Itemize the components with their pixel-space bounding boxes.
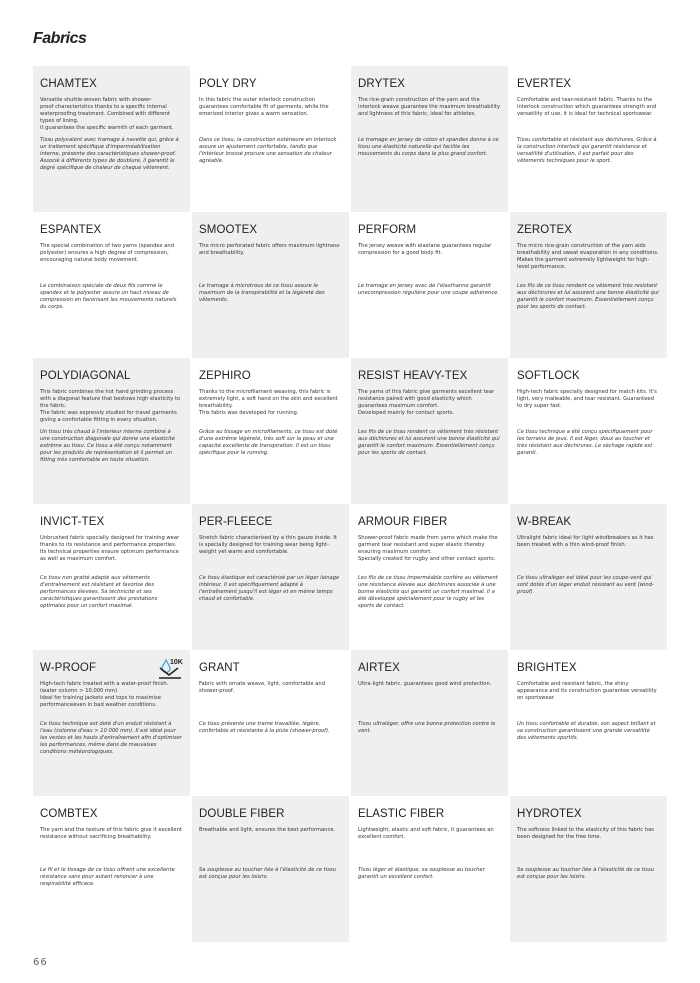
fabric-description-fr: Tissu léger et élastique, sa souplesse au toucher garantit un excellent confort. [358, 867, 485, 880]
icon-label: 10K [170, 659, 183, 666]
fabric-description-fr: Ce tissu non gratté adapté aux vêtements d'entraînement est résistant et favorise des performances élevées. Sa technicité et ses caractéristiques garantissent des prestations optimales pour un confort maximal. [40, 575, 158, 609]
fabric-description-fr: Ce tissu présente une trame travaillée, légère, confortable et résistante à la pluie (shower-proof). [199, 721, 330, 734]
fabric-description-en: The yarn and the texture of this fabric give it excellent resistance without sacrificing breathability. [40, 827, 182, 840]
fabric-description-fr: Les fils de ce tissu rendent ce vêtement très resistant aux déchirures et lui assurent une bonne élasticité qui garantit le confort maximum. Essentiellement conçu pour les sports de contact. [517, 283, 659, 310]
fabric-card-perform [351, 212, 508, 358]
fabric-description-en: In this fabric the outer interlock construction guarantees comfortable fit of garments, while the emerized interior gives a warm sensation. [199, 97, 329, 117]
fabric-description-fr: Grâce au tissage en microfilaments, ce tissu est doté d'une extrême légèreté, très soft sur la peau et une capacité excellente de transpiration. Il est un tissu spécifique pour le running. [199, 429, 338, 456]
fabric-description-en: This fabric combines the hot hand grinding process with a diagonal feature that bestows high elasticity to the fabric. The fabric was expressly studied for travel garments giving a confortable fitting in every situation. [40, 389, 181, 423]
fabric-name: PERFORM [358, 224, 417, 236]
fabric-description-en: Shower-proof fabric made from yarns which make the garment tear resistant and super elastic thereby ensuring maximum comfort. Specially created for rugby and other contact sports. [358, 535, 498, 562]
fabric-card-combtex [33, 796, 190, 942]
fabric-name: DOUBLE FIBER [199, 808, 285, 820]
fabric-description-fr: Un tissu très chaud à l'interieur interne combiné à une construction diagonale qui donne une elasticité extrême au tissu. Ce tissu a été conçu notamment pour les produits de représentation et il permet un fitting très comfortable en toute situation. [40, 429, 175, 463]
fabric-name: POLYDIAGONAL [40, 370, 131, 382]
fabric-card-zephiro [192, 358, 349, 504]
fabric-name: ESPANTEX [40, 224, 102, 236]
fabric-name: PER-FLEECE [199, 516, 273, 528]
fabric-card-espantex [33, 212, 190, 358]
fabric-name: CHAMTEX [40, 78, 97, 90]
fabric-description-fr: Un tissu confortable et durable, son aspect brillant et sa construction garantissent une grande versatilité des vêtements sportifs. [517, 721, 656, 741]
fabric-description-en: Comfortable and resistant fabric, the shiny appearance and its construction guarantee versatility on sportswear. [517, 681, 657, 701]
page-number: 66 [33, 957, 48, 968]
fabric-description-en: The micro rice-grain construction of the yarn aids breathability and sweat evaporation in any conditions. Makes the garment extremely lightweight for high-level performance. [517, 243, 659, 270]
fabric-name: DRYTEX [358, 78, 406, 90]
fabric-description-en: Breathable and light, ensures the best performance. [199, 827, 336, 833]
fabric-description-en: The special combination of two yarns (spandex and polyester) ensures a high degree of compression, encouraging natural body movement. [40, 243, 174, 263]
fabric-card-w-break [510, 504, 667, 650]
fabric-description-fr: Les fils de ce tissu rendent ce vêtement très résistant aux déchirures et lui assurent une bonne élasticité qui garantit le confort maximum. Essentiellement conçu pour les sports de contact. [358, 429, 500, 456]
fabric-description-fr: Tissu polyvalent avec tramage à navette qui, grâce à un traitement spécifique d'imperméabilisation interne, présente des caractéristiques shower-proof. Associé à différents types de doublure, il garantit le degré spécifique de chaleur de chaque vêtement. [40, 137, 179, 171]
fabric-name: W-PROOF [40, 662, 97, 674]
fabric-description-fr: Ce tissu technique a été conçu spécifiquement pour les terrains de jeux. Il est léger, doux au toucher et très résistant aux déchirures. Le séchage rapide est garanti. [517, 429, 653, 456]
fabric-card-chamtex [33, 66, 190, 212]
fabric-description-en: Comfortable and tear-resistant fabric. Thanks to the interlock construction which guarantees strength and versatility of use, it is ideal for technical sportswear. [517, 97, 657, 117]
fabric-name: W-BREAK [517, 516, 572, 528]
fabric-name: SOFTLOCK [517, 370, 580, 382]
fabric-description-en: The rice-grain construction of the yarn and the interlock weave guarantee the maximum breathability and lightness of this fabric, ideal for athletes. [358, 97, 501, 117]
fabric-description-fr: Ce tissu élastique est caractérisé par un léger lainage intérieur. Il est spécifiquement adapté à l'entraînement jusqu'il est léger et en même temps chaud et confortable. [199, 575, 340, 602]
fabric-description-en: The micro perforated fabric offers maximum lightness and breathability. [199, 243, 340, 256]
fabric-card-evertex [510, 66, 667, 212]
fabric-description-fr: Ce tissu technique est doté d'un enduit résistant à l'eau (colonne d'eau > 10 000 mm). Il est idéal pour les vestes et les hauts d'entraînement afin d'optimiser les performances, même dans de mauvaises conditions météorologiques. [40, 721, 182, 755]
fabric-card-invict-tex [33, 504, 190, 650]
fabric-name: GRANT [199, 662, 240, 674]
fabric-description-en: Fabric with ornate weave, light, comfortable and shower-proof. [199, 681, 325, 694]
fabric-name: AIRTEX [358, 662, 400, 674]
fabric-description-en: Stretch fabric characterised by a thin gauze inside. It is specially designed for training wear being light-weight yet warm and comfortable. [199, 535, 337, 555]
fabric-description-en: Unbrushed fabric specially designed for training wear thanks to its resistance and performance properties. Its technical properties ensure optimum performance as well as maximum comfort. [40, 535, 180, 562]
waterproof-10k-icon [156, 656, 184, 680]
fabric-card-w-proof [33, 650, 190, 796]
fabric-name: RESIST HEAVY-TEX [358, 370, 468, 382]
fabric-description-fr: Le tramage à microtrous de ce tissu assure le maximum de la transpirabilité et la légèreté des vêtements. [199, 283, 325, 303]
fabric-description-en: The softness linked to the elasticity of this fabric has been designed for the free time. [517, 827, 654, 840]
fabric-description-en: Ultralight fabric ideal for light windbreakers as it has been treated with a thin wind-proof finish. [517, 535, 654, 548]
fabric-description-en: The jersey weave with elastane guarantees regular compression for a good body fit. [358, 243, 492, 256]
fabric-card-per-fleece [192, 504, 349, 650]
fabric-card-smootex [192, 212, 349, 358]
fabric-card-brightex [510, 650, 667, 796]
fabric-card-polydiagonal [33, 358, 190, 504]
fabric-description-en: Lightweight, elastic and soft fabric, it guarantees an excellent comfort. [358, 827, 494, 840]
fabric-name: ZEROTEX [517, 224, 573, 236]
fabric-card-poly-dry [192, 66, 349, 212]
fabric-card-hydrotex [510, 796, 667, 942]
fabric-description-en: Ultra-light fabric, guarantees good wind protection. [358, 681, 492, 687]
fabric-card-double-fiber [192, 796, 349, 942]
fabric-name: ELASTIC FIBER [358, 808, 445, 820]
fabric-card-resist-heavy-tex [351, 358, 508, 504]
fabrics-grid [33, 66, 667, 942]
fabric-description-fr: Dans ce tissu, la construction extérieure en interlock assure un ajustement confortable, tandis que l'intérieur brossé procure une sensation de chaleur agréable. [199, 137, 337, 164]
fabric-name: ZEPHIRO [199, 370, 251, 382]
fabric-description-fr: La combinaison spéciale de deux fils comme le spandex et le polyester assure un haut niveau de compression en favorisant les mouvements naturels du corps. [40, 283, 177, 310]
fabric-description-en: Versatile shuttle-woven fabric with shower- proof characteristics thanks to a specific internal waterproofing treatment. Combined with different types of lining, it guarantees the specific warmth of each garment. [40, 97, 174, 131]
fabric-description-fr: Ce tissu ultraléger est idéal pour les coupe-vent qui sont dotés d'un léger enduit résistant au vent (wind-proof). [517, 575, 654, 595]
fabric-description-en: High-tech fabric treated with a water-proof finish. (water column > 10,000 mm) Ideal for training jackets and tops to maximise performanceeven in bad weather conditions. [40, 681, 169, 708]
fabric-description-fr: Tissu ultraléger, offre une bonne protection contre le vent. [358, 721, 496, 734]
fabric-description-fr: Sa souplesse au toucher liée à l'élasticité de ce tissu est conçue pour les loisirs. [517, 867, 654, 880]
fabric-card-armour-fiber [351, 504, 508, 650]
fabric-name: INVICT-TEX [40, 516, 105, 528]
fabric-card-drytex [351, 66, 508, 212]
fabric-card-grant [192, 650, 349, 796]
fabric-name: SMOOTEX [199, 224, 258, 236]
fabric-card-elastic-fiber [351, 796, 508, 942]
fabric-card-airtex [351, 650, 508, 796]
fabric-description-en: The yarns of this fabric give garments excellent tear resistance paired with good elasticity which guarantees maximum comfort. Developed mainly for contact sports. [358, 389, 495, 416]
fabric-name: BRIGHTEX [517, 662, 577, 674]
fabric-description-fr: Le tramage en jersey avec de l'élasthanne garantit unecompression régulière pour une coupe adhérence. [358, 283, 500, 296]
fabric-description-fr: Le tramage en jersey de coton et spandex donne à ce tissu une élasticité naturelle qui facilite les mouvements du corps dans le plus grand confort. [358, 137, 499, 157]
fabric-name: EVERTEX [517, 78, 572, 90]
fabric-description-en: High-tech fabric specially designed for match kits. It's light, very malleable, and tear resistant. Guaranteed to dry super fast. [517, 389, 657, 409]
fabric-name: HYDROTEX [517, 808, 582, 820]
fabric-card-zerotex [510, 212, 667, 358]
page-title: Fabrics [33, 30, 87, 47]
fabric-description-en: Thanks to the microfilament weaving, this fabric is extremely light, a soft hand on the skin and excellent breathability. This fabris was developed for running. [199, 389, 338, 416]
fabric-description-fr: Les fils de ce tissu imperméable confère au vêtement une résistance élevée aux déchirures associée à une bonne élasticité qui garantit un confort maximal. Il a été développé spécialement pour le rugby et les sports de contact. [358, 575, 498, 609]
fabric-name: COMBTEX [40, 808, 98, 820]
fabric-card-softlock [510, 358, 667, 504]
fabric-name: ARMOUR FIBER [358, 516, 448, 528]
fabric-name: POLY DRY [199, 78, 257, 90]
fabric-description-fr: Tissu confortable et résistant aux déchirures. Grâce à la construction interlock qui garantit résistance et versatilité d'utilisation, il est parfait pour des vêtements techniques pour le sport. [517, 137, 657, 164]
fabric-description-fr: Sa souplesse au toucher liée à l'élasticité de ce tissu est conçue pour les loisirs. [199, 867, 336, 880]
fabric-description-fr: Le fil et le tissage de ce tissu offrent une excellente résistance sans pour autant renoncer à une respirabilité efficace. [40, 867, 175, 887]
